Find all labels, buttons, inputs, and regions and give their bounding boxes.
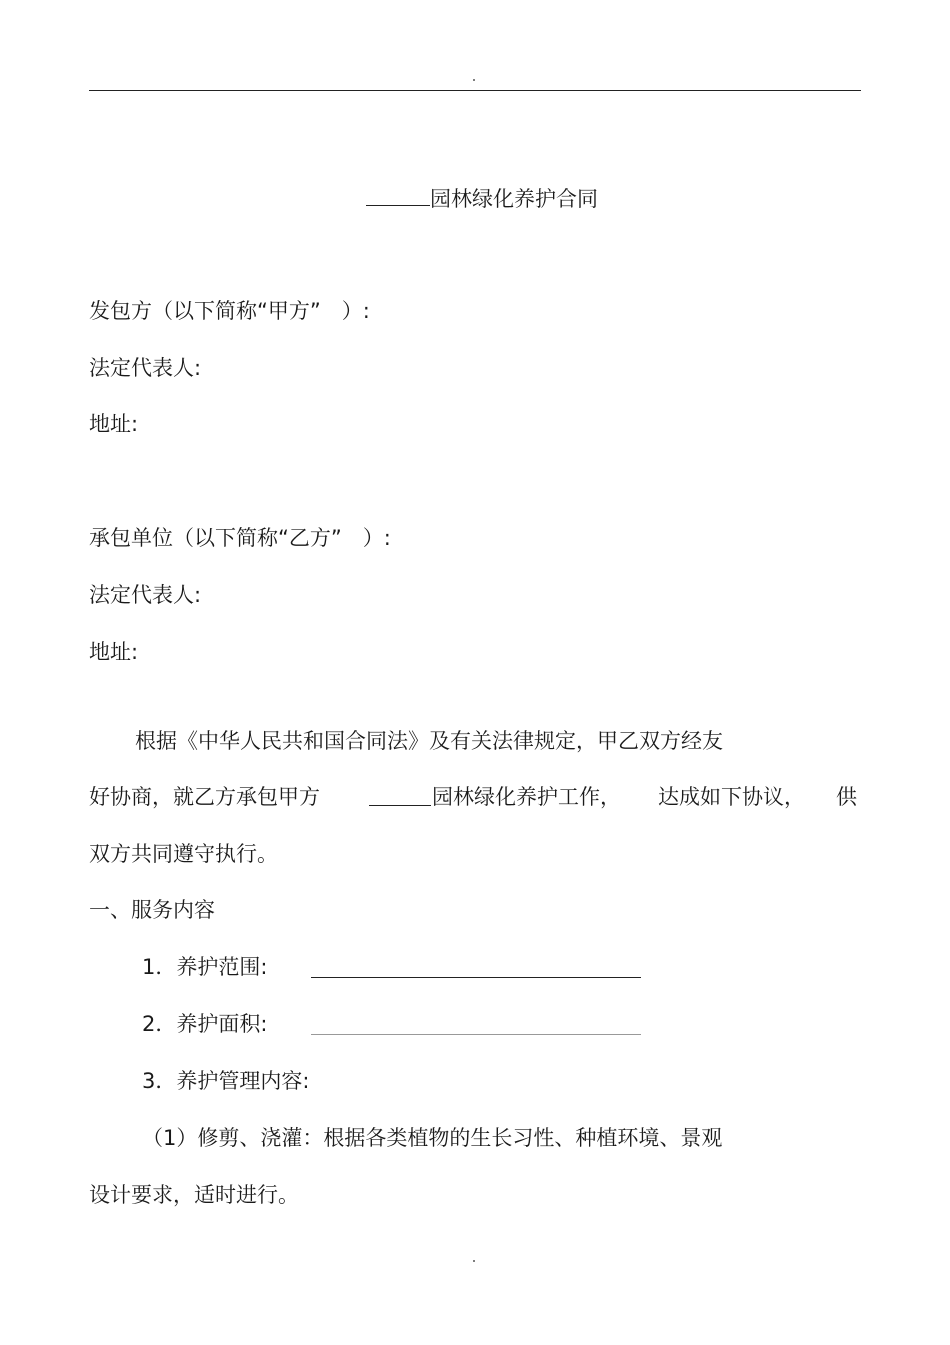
preamble-line-2a: 好协商，就乙方承包甲方	[89, 785, 320, 809]
preamble-line-1: 根据《中华人民共和国合同法》及有关法律规定，甲乙双方经友	[135, 729, 723, 753]
header-rule	[89, 90, 861, 91]
header-dot	[473, 79, 475, 81]
sub-item-1-line-2: 设计要求，适时进行。	[89, 1183, 299, 1207]
footer-dot	[473, 1260, 475, 1262]
item-2-label: 2．养护面积:	[142, 1012, 268, 1036]
party-a-rep-label: 法定代表人:	[89, 356, 202, 380]
title-blank	[366, 183, 430, 206]
preamble-line-2-blank	[369, 783, 431, 813]
item-1-blank	[311, 977, 641, 978]
party-b-rep-label: 法定代表人:	[89, 583, 202, 607]
preamble-line-2c: 达成如下协议，	[658, 785, 805, 809]
project-name-blank	[369, 783, 431, 806]
preamble-line-2b: 园林绿化养护工作，	[432, 785, 621, 809]
party-b-heading: 承包单位（以下简称“乙方” ）:	[89, 526, 391, 550]
item-3-label: 3．养护管理内容:	[142, 1069, 310, 1093]
party-a-heading: 发包方（以下简称“甲方” ）:	[89, 299, 370, 323]
title-text: 园林绿化养护合同	[430, 187, 598, 211]
sub-item-1-line-1: （1）修剪、浇灌：根据各类植物的生长习性、种植环境、景观	[142, 1126, 723, 1150]
party-b-address-label: 地址:	[89, 640, 139, 664]
section-1-heading: 一、服务内容	[89, 898, 215, 922]
party-a-address-label: 地址:	[89, 412, 139, 436]
item-1-label: 1．养护范围:	[142, 955, 268, 979]
preamble-line-3: 双方共同遵守执行。	[89, 842, 278, 866]
preamble-line-2d: 供	[836, 785, 857, 809]
contract-title	[366, 183, 598, 213]
item-2-blank	[311, 1034, 641, 1035]
